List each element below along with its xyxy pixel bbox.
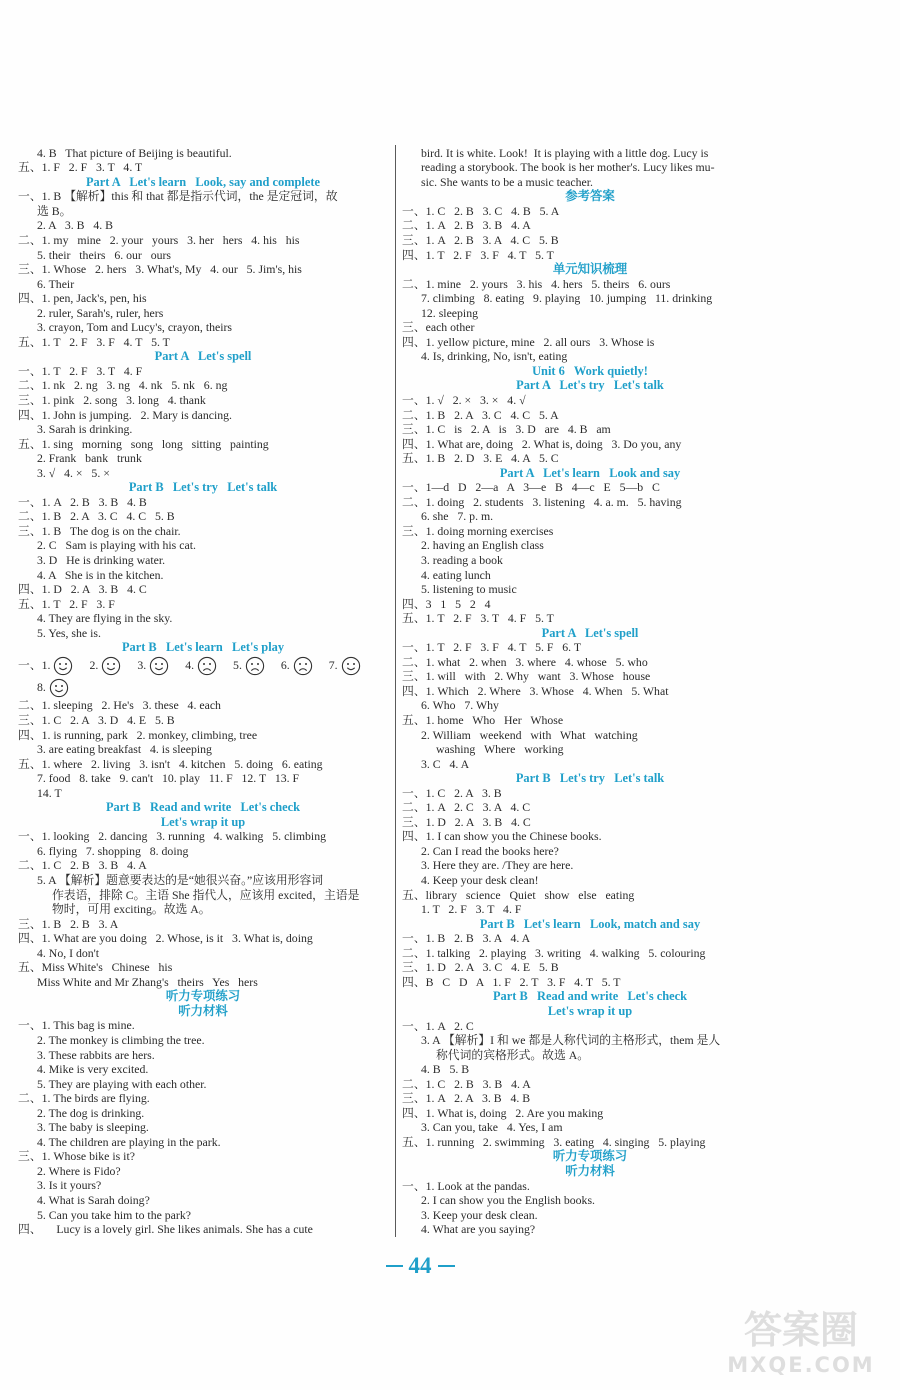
section-heading: 单元知识梳理 [552,262,628,277]
answer-line: 6. flying 7. shopping 8. doing [37,843,189,858]
answer-line: 二、1. The birds are flying. [18,1091,150,1106]
answer-line: reading a storybook. The book is her mother's. Lucy likes mu- [421,160,715,175]
answer-line: 三、each other [402,320,475,335]
answer-line: 五、library science Quiet show else eating [402,887,635,902]
answer-line: 一、1. B 【解析】this 和 that 都是指示代词，the 是定冠词，故 [18,189,338,204]
answer-line: sic. She wants to be a music teacher. [421,174,593,189]
answer-line: 2. ruler, Sarah's, ruler, hers [37,305,164,320]
answer-line: 3. are eating breakfast 4. is sleeping [37,742,212,757]
answer-line: 五、1. T 2. F 3. F [18,596,115,611]
answer-line: 三、1. B The dog is on the chair. [18,523,181,538]
smile-face-icon [149,656,169,676]
answer-line: 一、1. Look at the pandas. [402,1178,530,1193]
section-heading: Let's wrap it up [547,1003,633,1018]
answer-line: 一、1. looking 2. dancing 3. running 4. walking 5. climbing [18,829,327,844]
answer-line: 五、1. T 2. F 3. T 4. F 5. T [402,611,554,626]
answer-line: 三、1. doing morning exercises [402,523,554,538]
answer-line: 三、1. A 2. B 3. A 4. C 5. B [402,232,559,247]
answer-number: 6. [280,657,290,672]
answer-line: 五、Miss White's Chinese his [18,960,173,975]
answer-line: 12. sleeping [421,305,479,320]
answer-line: 4. B 5. B [421,1062,470,1077]
answer-line: 五、1. T 2. F 3. F 4. T 5. T [18,334,170,349]
section-number: 一、 [18,657,42,672]
answer-line: 三、1. C is 2. A is 3. D are 4. B am [402,422,611,437]
answer-line: 2. Frank bank trunk [37,451,142,466]
section-heading: Part B Read and write Let's check [105,800,301,815]
face-answer-item [89,655,121,677]
face-answer-item [37,677,69,699]
answer-line: 五、1. sing morning song long sitting painting [18,436,269,451]
right-column [402,146,778,1237]
answer-line: 1. T 2. F 3. T 4. F [421,902,522,917]
answer-line: 一、1. C 2. A 3. B [402,785,502,800]
answer-line: 五、1. where 2. living 3. isn't 4. kitchen 5. doing 6. eating [18,756,323,771]
watermark-logo [716,1308,886,1378]
face-answer-item [281,655,313,677]
smile-face-icon [49,678,69,698]
answer-line: 五、1. running 2. swimming 3. eating 4. singing 5. playing [402,1134,706,1149]
right-dash-decoration [438,1265,455,1267]
sad-face-icon [293,656,313,676]
section-heading: Part B Let's try Let's talk [128,480,278,495]
answer-number: 3. [137,657,147,672]
answer-line: 3. D He is drinking water. [37,553,166,567]
page-number: 44 [408,1253,432,1278]
answer-line: washing Where working [436,742,564,757]
section-heading: Unit 6 Work quietly! [532,363,648,378]
answer-line: 3. C 4. A [421,756,470,771]
answer-line: 3. Sarah is drinking. [37,422,133,437]
answer-line: 二、1. talking 2. playing 3. writing 4. walking 5. colouring [402,945,706,960]
answer-line: 2. Can I read the books here? [421,843,559,858]
smile-face-icon [101,656,121,676]
answer-line: 4. Mike is very excited. [37,1062,149,1077]
answer-line: 4. They are flying in the sky. [37,611,173,626]
answer-line: 3. Is it yours? [37,1178,102,1193]
answer-line: 2. Where is Fido? [37,1163,121,1178]
answer-line: 二、1. my mine 2. your yours 3. her hers 4. his his [18,232,300,247]
answer-line: 二、1. A 2. C 3. A 4. C [402,800,531,815]
smile-face-icon [53,656,73,676]
answer-line: 6. Who 7. Why [421,698,499,713]
answer-line: 2. C Sam is playing with his cat. [37,538,196,553]
answer-line: 5. listening to music [421,582,517,597]
page-footer [360,1252,480,1280]
answer-line: 一、1. T 2. F 3. F 4. T 5. F 6. T [402,640,582,655]
answer-line: 3. √ 4. × 5. × [37,465,110,480]
answer-line: bird. It is white. Look! It is playing with a little dog. Lucy is [421,145,709,160]
answer-line: 三、1. D 2. A 3. B 4. C [402,814,531,829]
answer-line: 三、1. A 2. A 3. B 4. B [402,1091,531,1106]
answer-line: 二、1. what 2. when 3. where 4. whose 5. who [402,654,648,669]
sad-face-icon [197,656,217,676]
answer-line: 3. Can you, take 4. Yes, I am [421,1120,563,1135]
answer-line: 二、1. B 2. A 3. C 4. C 5. A [402,407,559,422]
answer-line: 5. They are playing with each other. [37,1076,207,1091]
answer-line: 四、1. pen, Jack's, pen, his [18,291,147,306]
section-heading: 听力材料 [565,1163,615,1178]
answer-line: Miss White and Mr Zhang's theirs Yes hers [37,974,258,989]
answer-number: 4. [185,657,195,672]
left-column [18,146,388,1237]
answer-line: 4. A She is in the kitchen. [37,567,164,582]
answer-line: 7. food 8. take 9. can't 10. play 11. F 12. T 13. F [37,771,300,786]
answer-line: 物时，可用 exciting。故选 A。 [52,902,211,917]
face-answer-item [185,655,217,677]
section-heading: 听力专项练习 [552,1149,628,1164]
answer-line: 五、1. F 2. F 3. T 4. T [18,160,143,175]
answer-line: 一、1. A 2. B 3. B 4. B [18,494,147,509]
face-answer-item [42,655,74,677]
answer-line: 四、1. What is, doing 2. Are you making [402,1105,604,1120]
answer-line: 二、1. doing 2. students 3. listening 4. a. m. 5. having [402,494,682,509]
answer-line: 一、1. This bag is mine. [18,1018,135,1033]
section-heading: Part A Let's spell [541,625,639,640]
answer-line: 三、1. B 2. B 3. A [18,916,119,931]
section-heading: Let's wrap it up [160,814,246,829]
answer-line: 4. Is, drinking, No, isn't, eating [421,349,568,364]
face-answer-item [233,655,265,677]
answer-line: 四、1. John is jumping. 2. Mary is dancing. [18,407,232,422]
answer-line: 三、1. will with 2. Why want 3. Whose house [402,669,651,684]
section-heading: Part A Let's learn Look and say [499,465,681,480]
answer-line: 三、1. C 2. A 3. D 4. E 5. B [18,712,175,727]
answer-number: 8. [37,679,46,694]
answer-line: 四、3 1 5 2 4 [402,596,491,611]
answer-line: 一、1. B 2. B 3. A 4. A [402,931,531,946]
section-heading: 参考答案 [565,189,615,204]
answer-line: 选 B。 [37,203,72,218]
answer-line: 一、1. T 2. F 3. T 4. F [18,363,143,378]
section-heading: Part B Let's learn Let's play [121,640,285,655]
answer-line: 四、1. What are you doing 2. Whose, is it 3. What is, doing [18,931,313,946]
answer-line: 3. crayon, Tom and Lucy's, crayon, theirs [37,320,233,335]
answer-line: 四、B C D A 1. F 2. T 3. F 4. T 5. T [402,974,621,989]
answer-line: 4. Keep your desk clean! [421,873,539,888]
answer-line: 3. Here they are. /They are here. [421,858,574,873]
answer-line: 五、1. B 2. D 3. E 4. A 5. C [402,451,559,466]
answer-line: 2. A 3. B 4. B [37,218,114,233]
answer-line: 一、1—d D 2—a A 3—e B 4—c E 5—b C [402,480,660,495]
face-answer-row [18,655,388,677]
answer-line: 四、1. Which 2. Where 3. Whose 4. When 5. What [402,683,669,698]
answer-line: 2. I can show you the English books. [421,1193,595,1208]
answer-line: 4. What is Sarah doing? [37,1193,150,1208]
answer-line: 二、1. C 2. B 3. B 4. A [18,858,147,873]
answer-line: 四、1. is running, park 2. monkey, climbing, tree [18,727,258,742]
answer-line: 3. A 【解析】I 和 we 都是人称代词的主格形式，them 是人 [421,1033,721,1048]
answer-line: 6. Their [37,276,75,291]
section-heading: Part B Let's learn Look, match and say [479,916,701,931]
face-answer-item [329,655,361,677]
face-answer-row [18,677,388,699]
answer-line: 2. The dog is drinking. [37,1105,145,1120]
face-answer-item [137,655,169,677]
watermark-site: MXQE.COM [727,1353,875,1377]
left-dash-decoration [386,1265,403,1267]
answer-line: 四、1. D 2. A 3. B 4. C [18,582,147,597]
answer-line: 5. their theirs 6. our ours [37,247,172,262]
section-heading: 听力专项练习 [165,989,241,1004]
answer-line: 四、1. T 2. F 3. F 4. T 5. T [402,247,554,262]
answer-line: 三、1. D 2. A 3. C 4. E 5. B [402,960,559,975]
answer-line: 3. These rabbits are hers. [37,1047,155,1062]
watermark-brand: 答案圈 [743,1308,858,1352]
answer-line: 5. Can you take him to the park? [37,1207,191,1222]
answer-line: 三、1. Whose 2. hers 3. What's, My 4. our 5. Jim's, his [18,262,302,277]
answer-line: 2. The monkey is climbing the tree. [37,1033,205,1047]
answer-line: 三、1. Whose bike is it? [18,1149,135,1164]
answer-line: 一、1. A 2. C [402,1018,474,1033]
answer-number: 5. [233,657,242,672]
answer-line: 二、1. nk 2. ng 3. ng 4. nk 5. nk 6. ng [18,378,228,393]
answer-line: 二、1. B 2. A 3. C 4. C 5. B [18,509,175,524]
section-heading: Part A Let's try Let's talk [516,378,664,393]
answer-line: 4. What are you saying? [421,1222,536,1237]
answer-line: 作表语，排除 C。主语 She 指代人，应该用 excited，主语是 [52,887,360,902]
answer-line: 四、1. What are, doing 2. What is, doing 3. Do you, any [402,436,682,451]
answer-number: 1. [41,657,51,672]
answer-line: 四、 Lucy is a lovely girl. She likes animals. She has a cute [18,1222,313,1237]
answer-line: 二、1. sleeping 2. He's 3. these 4. each [18,698,221,713]
section-heading: Part B Read and write Let's check [492,989,688,1004]
answer-line: 4. B That picture of Beijing is beautiful. [37,145,232,160]
answer-line: 2. having an English class [421,538,544,553]
answer-line: 4. No, I don't [37,945,100,960]
answer-line: 3. reading a book [421,553,503,567]
answer-line: 一、1. √ 2. × 3. × 4. √ [402,392,526,407]
section-heading: Part B Let's try Let's talk [515,771,665,786]
answer-line: 7. climbing 8. eating 9. playing 10. jumping 11. drinking [421,291,713,306]
answer-line: 2. William weekend with What watching [421,727,638,742]
answer-line: 四、1. I can show you the Chinese books. [402,829,602,844]
answer-line: 4. eating lunch [421,567,491,582]
section-heading: 听力材料 [178,1003,228,1018]
answer-line: 二、1. mine 2. yours 3. his 4. hers 5. theirs 6. ours [402,276,671,291]
answer-line: 6. she 7. p. m. [421,509,494,524]
answer-line: 一、1. C 2. B 3. C 4. B 5. A [402,203,560,218]
smile-face-icon [341,656,361,676]
answer-line: 4. The children are playing in the park. [37,1134,221,1149]
answer-line: 称代词的宾格形式。故选 A。 [436,1047,590,1062]
answer-line: 二、1. A 2. B 3. B 4. A [402,218,531,233]
answer-line: 三、1. pink 2. song 3. long 4. thank [18,392,206,407]
sad-face-icon [245,656,265,676]
answer-line: 14. T [37,785,62,800]
answer-line: 五、1. home Who Her Whose [402,713,564,728]
answer-number: 2. [89,657,99,672]
answer-line: 四、1. yellow picture, mine 2. all ours 3. Whose is [402,334,655,349]
section-heading: Part A Let's spell [154,349,252,364]
answer-line: 二、1. C 2. B 3. B 4. A [402,1076,531,1091]
answer-line: 3. The baby is sleeping. [37,1120,149,1135]
column-divider [395,145,396,1237]
section-heading: Part A Let's learn Look, say and complete [85,174,321,189]
answer-number: 7. [328,657,338,672]
answer-line: 5. Yes, she is. [37,625,101,640]
answer-line: 5. A 【解析】题意要表达的是“她很兴奋。”应该用形容词 [37,872,324,887]
answer-line: 3. Keep your desk clean. [421,1207,538,1222]
